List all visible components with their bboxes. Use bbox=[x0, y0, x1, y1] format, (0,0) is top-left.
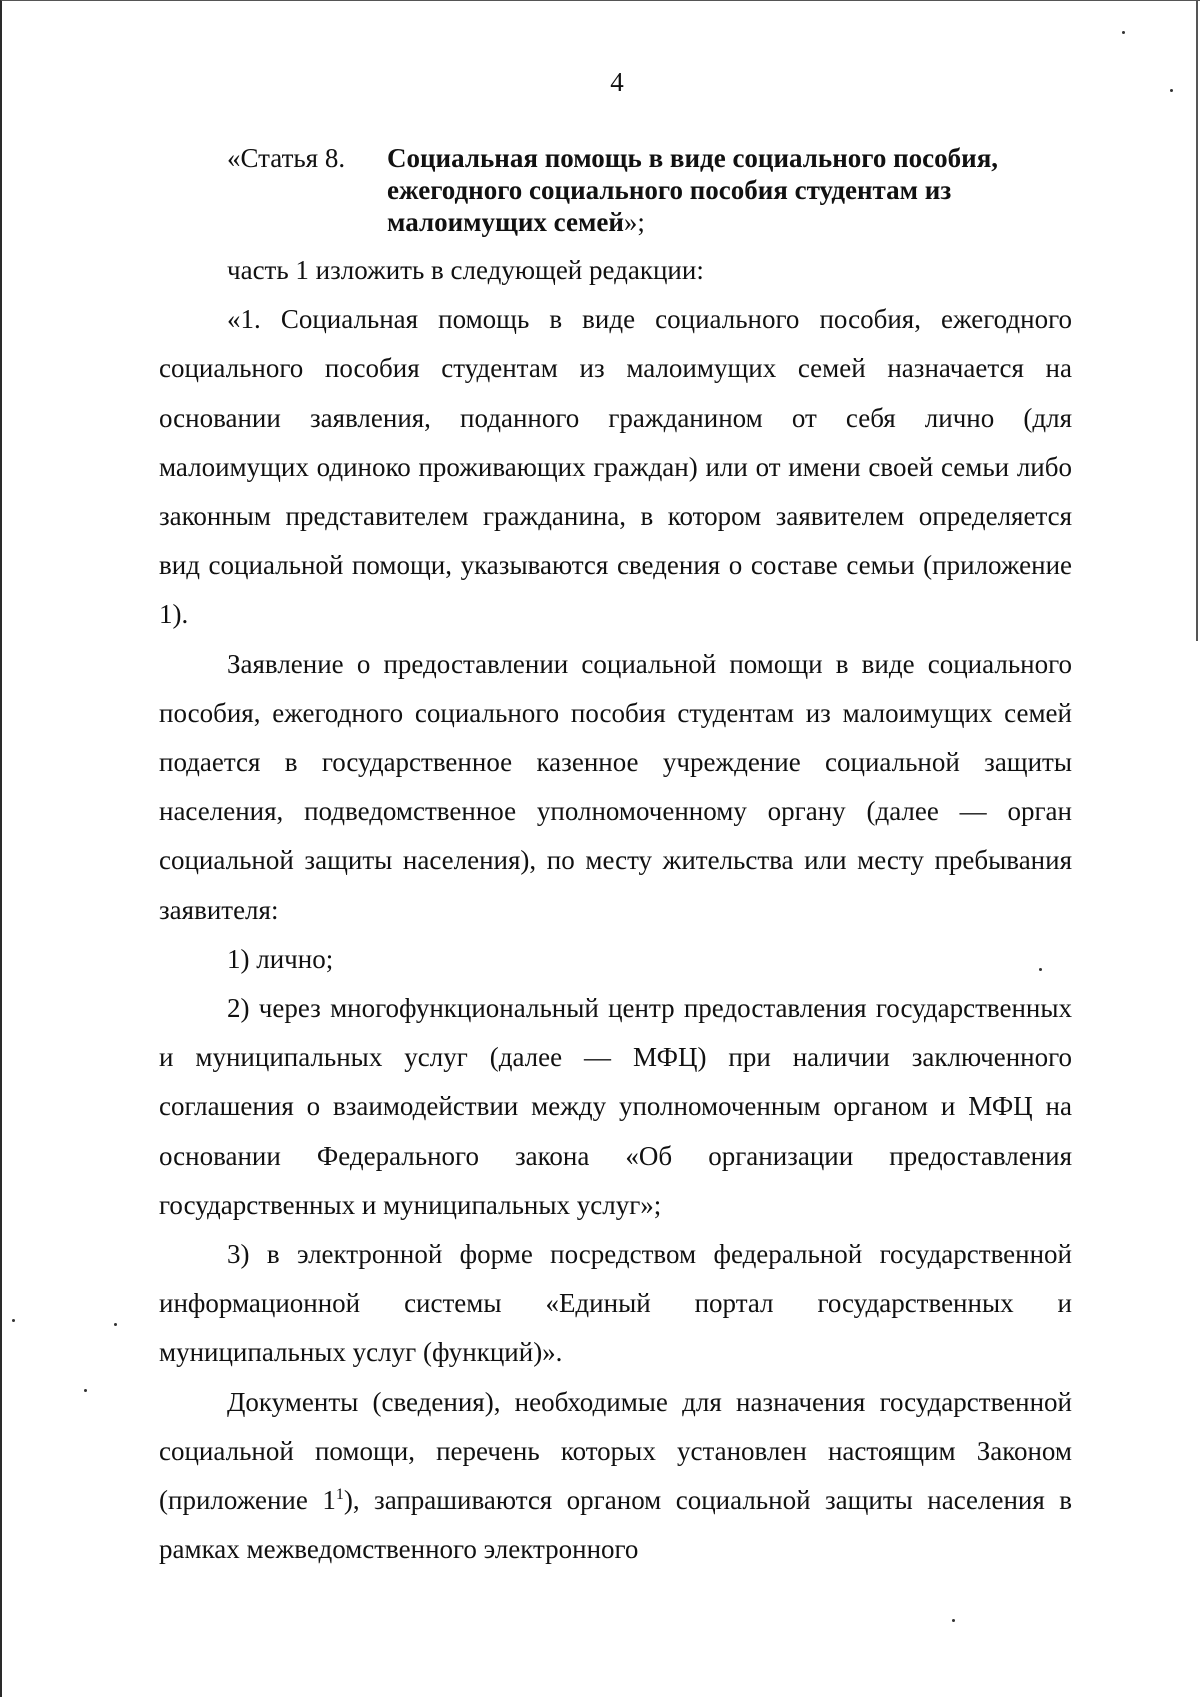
paragraph-part-1: «1. Социальная помощь в виде социального пособия, ежегодного социального пособия студентам из малоимущих семей назначается на основании заявления, поданного гражданином от себя лично (для малоимущих одиноко проживающих граждан) или от имени своей семьи либо законным представителем гражданина, в котором заявителем определяется вид социальной помощи, указываются сведения о составе семьи (приложение 1). bbox=[159, 304, 1072, 630]
article-label: «Статья 8. bbox=[227, 143, 346, 173]
scan-speck bbox=[114, 1323, 117, 1326]
paragraph-documents bbox=[159, 1378, 1072, 1575]
page-number: 4 bbox=[610, 67, 624, 97]
paragraph-documents-end: ), запрашиваются органом социальной защиты населения в рамках межведомственного электронного bbox=[159, 1485, 1072, 1565]
list-item-1: 1) лично; bbox=[227, 943, 334, 974]
article-title-text: Социальная помощь в виде социального пособия, ежегодного социального пособия студентам из малоимущих семей bbox=[387, 143, 999, 237]
list-item-2: 2) через многофункциональный центр предоставления государственных и муниципальных услуг (далее — МФЦ) при наличии заключенного соглашения о взаимодействии между уполномоченным органом и МФЦ на основании Федерального закона «Об организации предоставления государственных и муниципальных услуг»; bbox=[159, 993, 1072, 1220]
scan-speck bbox=[12, 1319, 15, 1322]
scan-speck bbox=[1170, 89, 1173, 92]
paragraph-intro: часть 1 изложить в следующей редакции: bbox=[227, 255, 704, 285]
paragraph-application: Заявление о предоставлении социальной помощи в виде социального пособия, ежегодного социального пособия студентам из малоимущих семей подается в государственное казенное учреждение социальной защиты населения, подведомственное уполномоченному органу (далее — орган социальной защиты населения), по месту жительства или месту пребывания заявителя: bbox=[159, 648, 1072, 925]
scan-speck bbox=[1039, 968, 1042, 971]
article-title-suffix: »; bbox=[623, 207, 645, 237]
list-item-3: 3) в электронной форме посредством федеральной государственной информационной системы «Единый портал государственных и муниципальных услуг (функций)». bbox=[159, 1239, 1072, 1368]
article-title bbox=[387, 142, 1087, 238]
paragraph-documents-start: Документы (сведения), необходимые для назначения государственной социальной помощи, перечень которых установлен настоящим Законом (приложение 1 bbox=[159, 1386, 1072, 1516]
superscript: 1 bbox=[335, 1486, 344, 1504]
scan-speck bbox=[84, 1389, 87, 1392]
document-body bbox=[159, 246, 1072, 1574]
scan-speck bbox=[952, 1619, 955, 1622]
scan-speck bbox=[1122, 31, 1125, 34]
